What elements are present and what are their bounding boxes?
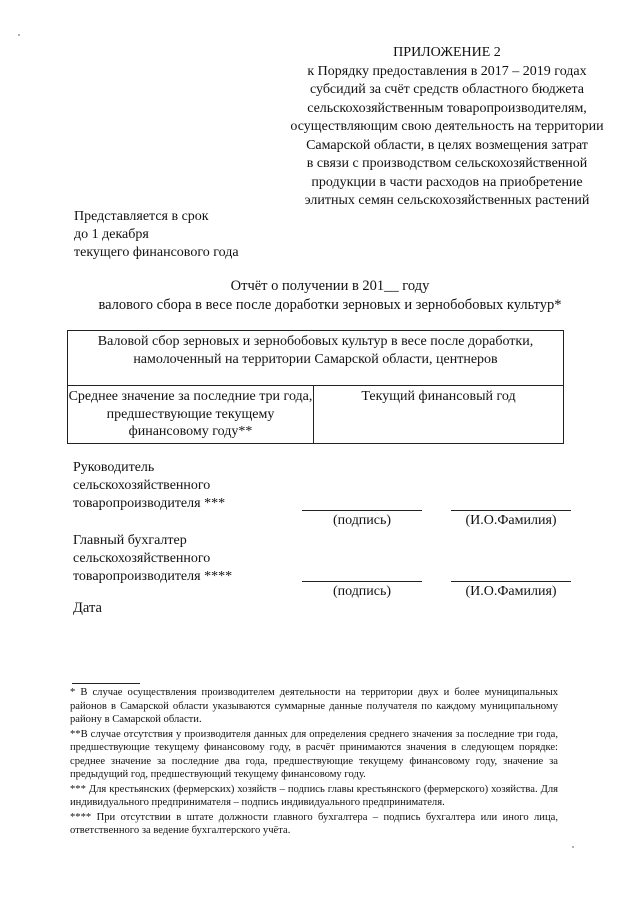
appendix-header (262, 44, 632, 211)
head-signature-caption: (подпись) (332, 513, 392, 528)
footnote-1: * В случае осуществления производителем деятельности на территории двух и более муниципальных районов в Самарской области указываются суммарные данные получателя по каждому муниципальному району в Самарской области. (70, 687, 558, 725)
accountant-name-caption: (И.О.Фамилия) (465, 584, 557, 599)
accountant-label-line: товаропроизводителя **** (73, 569, 233, 584)
appendix-line: Самарской области, в целях возмещения затрат (306, 137, 588, 153)
appendix-line: к Порядку предоставления в 2017 – 2019 годах (307, 63, 587, 79)
footnote-2: **В случае отсутствия у производителя данных для определения среднего значения за последние три года, предшествующие текущему финансовому году, в расчёт принимаются значения в следующем порядке: среднее значение за последние два года, предшествующие текущему финансовому году, значение за предыдущий год, предшествующий текущему финансовому году. (70, 728, 558, 780)
scan-speck (18, 34, 20, 36)
accountant-label-line: сельскохозяйственного (73, 551, 211, 566)
head-label-line: товаропроизводителя *** (73, 496, 226, 511)
deadline-line: Представляется в срок (74, 209, 209, 224)
appendix-title: ПРИЛОЖЕНИЕ 2 (393, 45, 501, 60)
accountant-signature-label (73, 532, 232, 586)
footnotes (70, 686, 558, 839)
submission-deadline (74, 208, 239, 262)
appendix-line: продукции в части расходов на приобретение (311, 174, 583, 190)
report-title-line1: Отчёт о получении в 201__ году (230, 278, 430, 294)
accountant-signature-line (302, 581, 422, 582)
head-name-line (451, 510, 571, 511)
accountant-signature-caption: (подпись) (332, 584, 392, 599)
deadline-line: текущего финансового года (74, 245, 239, 260)
appendix-line: осуществляющим свою деятельность на территории (290, 119, 604, 134)
report-title-line2: валового сбора в весе после доработки зерновых и зернобобовых культур* (98, 297, 562, 313)
current-year-cell: Текущий финансовый год (314, 386, 564, 444)
date-label: Дата (73, 600, 102, 616)
average-value-cell: Среднее значение за последние три года, предшествующие текущему финансовому году** (68, 386, 314, 444)
head-signature-label (73, 459, 225, 513)
scan-speck (572, 846, 574, 848)
head-signature-line (302, 510, 422, 511)
appendix-line: субсидий за счёт средств областного бюджета (309, 82, 585, 97)
appendix-line: элитных семян сельскохозяйственных растений (304, 193, 590, 208)
head-label-line: Руководитель (73, 460, 155, 475)
appendix-line: в связи с производством сельскохозяйственной (306, 156, 588, 171)
appendix-line: сельскохозяйственным товаропроизводителям, (307, 100, 587, 116)
accountant-label-line: Главный бухгалтер (73, 533, 187, 548)
footnote-4: **** При отсутствии в штате должности главного бухгалтера – подпись бухгалтера или иного лица, ответственного за ведение бухгалтерского учёта. (70, 811, 558, 836)
deadline-line: до 1 декабря (74, 227, 149, 242)
footnote-3: *** Для крестьянских (фермерских) хозяйств – подпись главы крестьянского (фермерского) хозяйства. Для индивидуального предпринимателя – подпись индивидуального предпринимателя. (70, 783, 558, 808)
head-name-caption: (И.О.Фамилия) (465, 513, 557, 528)
harvest-table (67, 330, 564, 444)
table-header: Валовой сбор зерновых и зернобобовых культур в весе после доработки, намолоченный на территории Самарской области, центнеров (68, 331, 564, 386)
footnote-divider (72, 683, 140, 684)
accountant-name-line (451, 581, 571, 582)
head-label-line: сельскохозяйственного (73, 478, 211, 493)
report-title (40, 277, 620, 315)
